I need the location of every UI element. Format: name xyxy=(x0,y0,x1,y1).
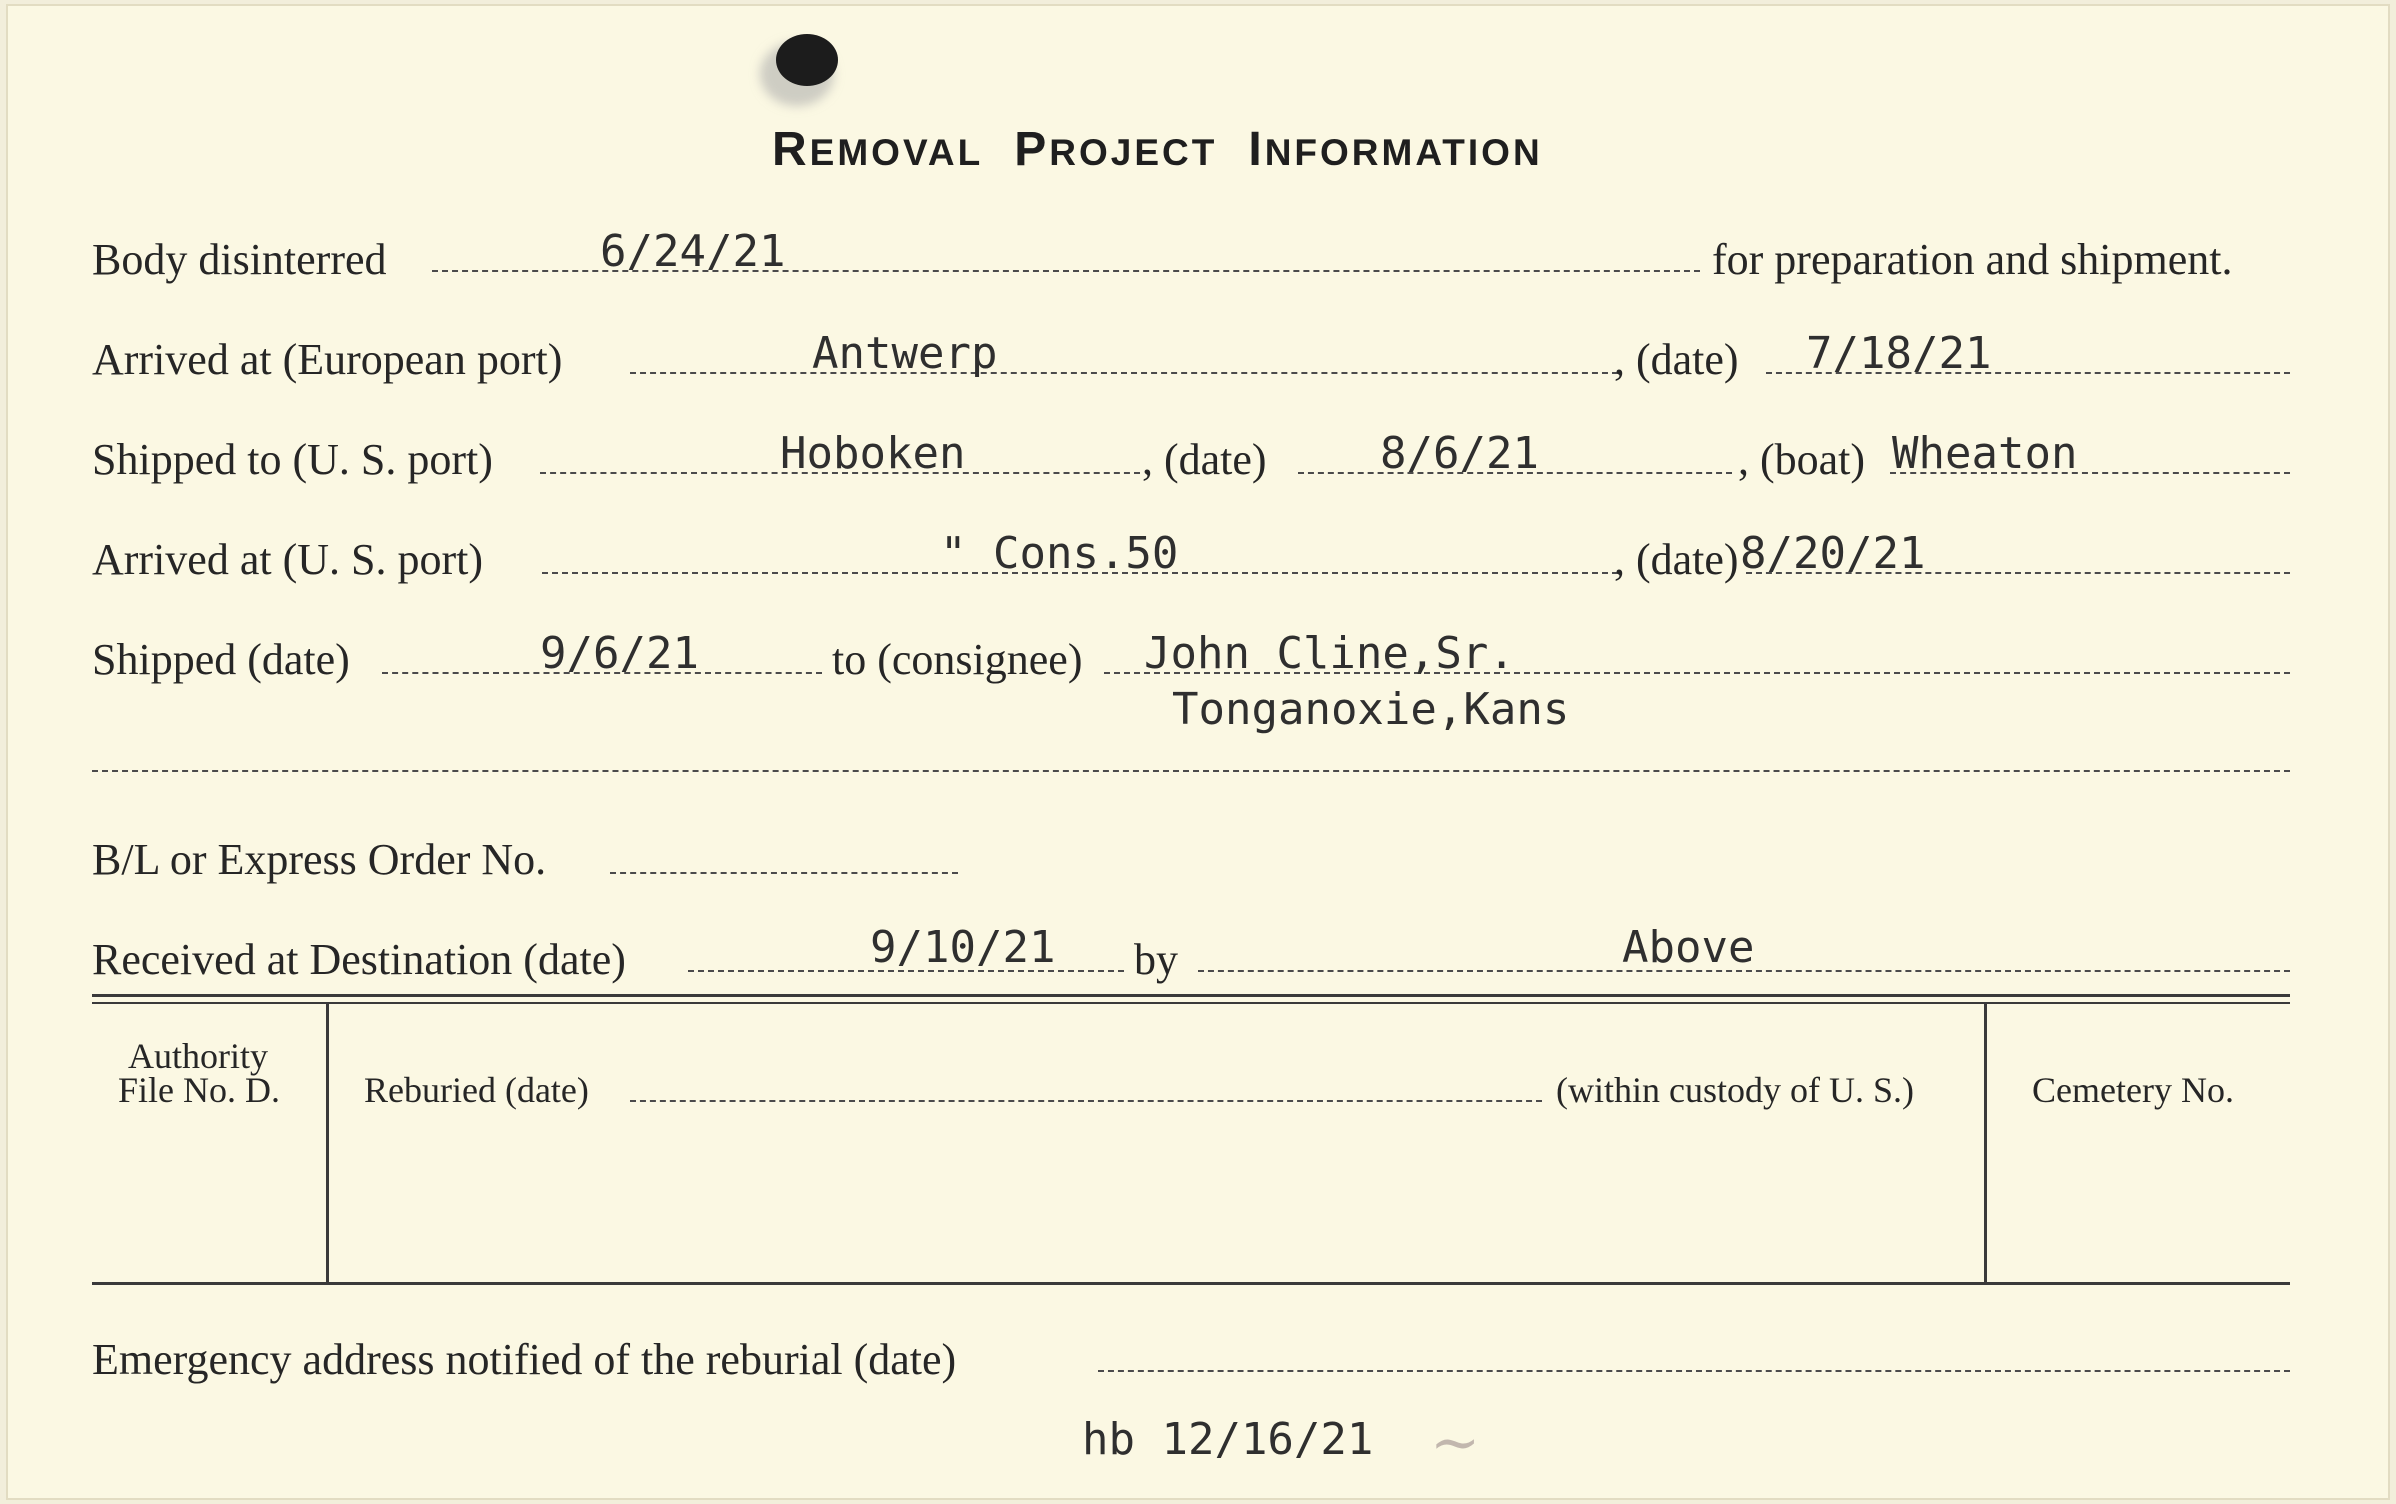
received-by[interactable]: Above xyxy=(1622,922,1755,973)
body-disinterred-value[interactable]: 6/24/21 xyxy=(600,226,786,277)
body-disinterred-label: Body disinterred xyxy=(92,235,387,284)
cemetery-label: Cemetery No. xyxy=(2032,1070,2234,1110)
emergency-line[interactable] xyxy=(1098,1370,2290,1372)
consignee-label: to (consignee) xyxy=(832,635,1083,684)
arrived-us-date-label: , (date) xyxy=(1614,535,1739,584)
received-date[interactable]: 9/10/21 xyxy=(870,922,1056,973)
arrived-us-port[interactable]: " Cons.50 xyxy=(940,528,1179,579)
arrived-us-date[interactable]: 8/20/21 xyxy=(1740,528,1926,579)
authority-label: Authority xyxy=(128,1036,268,1076)
consignee-address[interactable]: Tonganoxie,Kans xyxy=(1172,684,1570,735)
table-bottom-rule xyxy=(92,1282,2290,1285)
custody-label: (within custody of U. S.) xyxy=(1556,1070,1914,1110)
arrived-european-date-label: , (date) xyxy=(1614,335,1739,384)
footer-note: hb 12/16/21 xyxy=(1082,1414,1374,1465)
file-no-label: File No. D. xyxy=(118,1070,280,1110)
emergency-label: Emergency address notified of the reburial (date) xyxy=(92,1335,957,1384)
consignee-name[interactable]: John Cline,Sr. xyxy=(1144,628,1515,679)
bl-order-line[interactable] xyxy=(610,872,958,874)
form-title: REMOVAL PROJECT INFORMATION xyxy=(772,123,1543,176)
shipped-date[interactable]: 9/6/21 xyxy=(540,628,699,679)
bl-order-label: B/L or Express Order No. xyxy=(92,835,547,884)
shipped-us-port[interactable]: Hoboken xyxy=(780,428,966,479)
shipped-us-date[interactable]: 8/6/21 xyxy=(1380,428,1539,479)
arrived-european-date[interactable]: 7/18/21 xyxy=(1806,328,1992,379)
pencil-initials: ~ xyxy=(1430,1408,1481,1478)
shipped-us-label: Shipped to (U. S. port) xyxy=(92,435,493,484)
shipped-date-label: Shipped (date) xyxy=(92,635,350,684)
table-top-rule xyxy=(92,994,2290,997)
punch-hole xyxy=(776,34,838,86)
shipped-us-date-label: , (date) xyxy=(1142,435,1267,484)
reburied-line[interactable] xyxy=(630,1100,1542,1102)
shipped-us-boat-label: , (boat) xyxy=(1738,435,1866,484)
record-card xyxy=(6,4,2390,1500)
reburied-label: Reburied (date) xyxy=(364,1070,589,1110)
arrived-us-label: Arrived at (U. S. port) xyxy=(92,535,484,584)
blank-line xyxy=(92,770,2290,772)
body-disinterred-suffix: for preparation and shipment. xyxy=(1712,235,2233,284)
received-by-label: by xyxy=(1134,935,1178,984)
arrived-european-line xyxy=(630,372,1618,374)
arrived-european-port[interactable]: Antwerp xyxy=(812,328,998,379)
received-label: Received at Destination (date) xyxy=(92,935,626,984)
table-divider-right xyxy=(1984,1004,1987,1282)
table-divider-left xyxy=(326,1004,329,1282)
table-top-rule-inner xyxy=(92,1002,2290,1004)
shipped-us-boat[interactable]: Wheaton xyxy=(1892,428,2078,479)
arrived-european-label: Arrived at (European port) xyxy=(92,335,563,384)
